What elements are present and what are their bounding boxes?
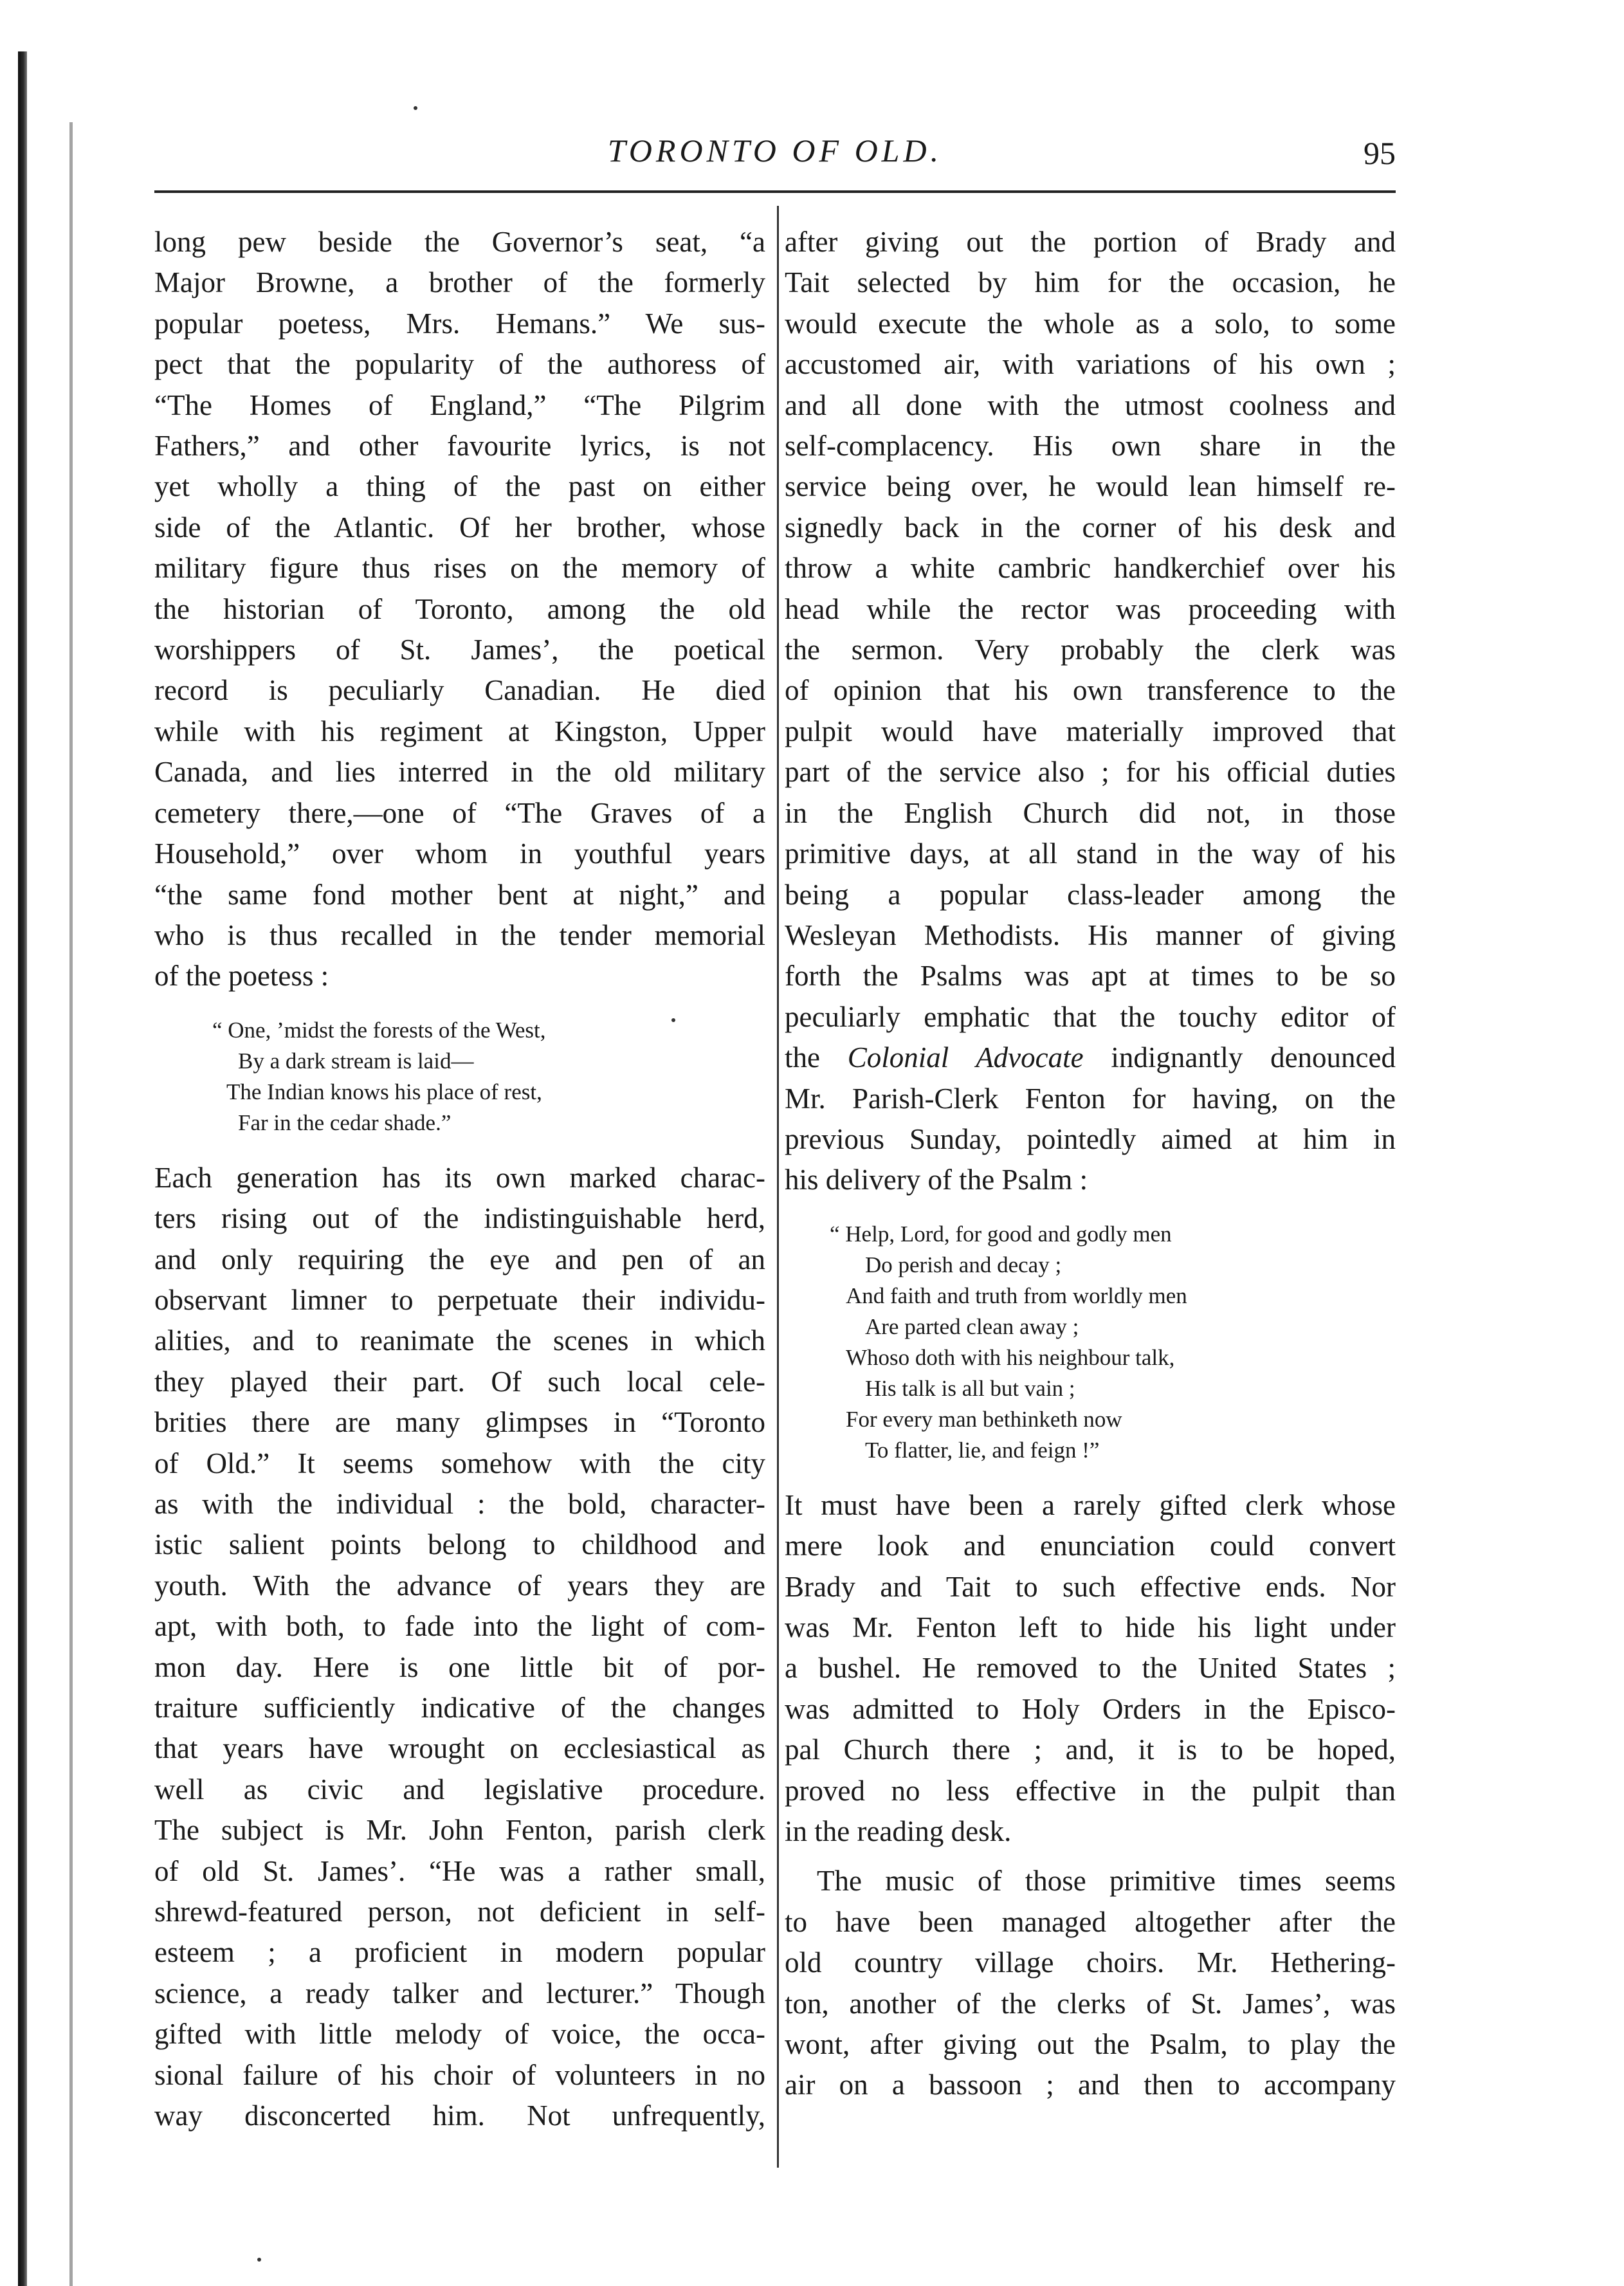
- text-line: side of the Atlantic. Of her brother, whose: [154, 511, 765, 544]
- text-line: cemetery there,—one of “The Graves of a: [154, 796, 765, 829]
- text-line: science, a ready talker and lecturer.” Though: [154, 1977, 765, 2009]
- text-line: was admitted to Holy Orders in the Episco-: [785, 1692, 1396, 1725]
- text-line: The music of those primitive times seems: [817, 1865, 1396, 1897]
- verse-hemans: [154, 1015, 765, 1138]
- text-line: gifted with little melody of voice, the occa-: [154, 2018, 765, 2051]
- text-line: part of the service also ; for his official duties: [785, 756, 1396, 789]
- text-line: pulpit would have materially improved that: [785, 715, 1396, 747]
- text-line: his delivery of the Psalm :: [785, 1164, 1088, 1196]
- verse-line: Are parted clean away ;: [865, 1313, 1079, 1339]
- text-line: mere look and enunciation could convert: [785, 1530, 1396, 1562]
- text-line: to have been managed altogether after the: [785, 1905, 1396, 1938]
- text-line: ters rising out of the indistinguishable herd,: [154, 1202, 765, 1235]
- left-column: [154, 222, 765, 2136]
- text-line: head while the rector was proceeding with: [785, 592, 1396, 625]
- verse-line: “ Help, Lord, for good and godly men: [830, 1221, 1172, 1247]
- verse-line: And faith and truth from worldly men: [846, 1283, 1187, 1308]
- verse-line: Whoso doth with his neighbour talk,: [846, 1344, 1175, 1370]
- text-line: while with his regiment at Kingston, Upper: [154, 715, 765, 747]
- verse-line: By a dark stream is laid—: [238, 1048, 474, 1074]
- text-line: youth. With the advance of years they are: [154, 1569, 765, 1602]
- text-line: traiture sufficiently indicative of the changes: [154, 1692, 765, 1724]
- text-line: ton, another of the clerks of St. James’, was: [785, 1987, 1396, 2020]
- running-title: TORONTO OF OLD.: [607, 133, 943, 169]
- verse-line: Far in the cedar shade.”: [238, 1110, 452, 1135]
- text-line: Wesleyan Methodists. His manner of giving: [785, 919, 1396, 951]
- text-line: “the same fond mother bent at night,” and: [154, 878, 765, 911]
- text-line: It must have been a rarely gifted clerk whose: [785, 1488, 1396, 1521]
- text-line: alities, and to reanimate the scenes in which: [154, 1324, 765, 1357]
- text-line: long pew beside the Governor’s seat, “a: [154, 226, 765, 258]
- text-line: previous Sunday, pointedly aimed at him in: [785, 1122, 1396, 1155]
- verse-line: The Indian knows his place of rest,: [226, 1079, 542, 1104]
- right-paragraph-1: [785, 222, 1396, 1201]
- scan-binding-edge: [18, 51, 27, 2286]
- scan-speck: [257, 2258, 261, 2262]
- text-line: “The Homes of England,” “The Pilgrim: [154, 389, 765, 421]
- newspaper-title: Colonial Advocate: [847, 1041, 1084, 1074]
- text-line: self-complacency. His own share in the: [785, 430, 1396, 462]
- text-line: Household,” over whom in youthful years: [154, 837, 765, 870]
- column-divider: [777, 206, 779, 2168]
- text-line: wont, after giving out the Psalm, to play the: [785, 2028, 1396, 2061]
- text-line: accustomed air, with variations of his own ;: [785, 348, 1396, 381]
- text-line: would execute the whole as a solo, to some: [785, 307, 1396, 340]
- paragraph-gap: [785, 1852, 1396, 1861]
- text-line: who is thus recalled in the tender memorial: [154, 919, 765, 951]
- text-line: Fathers,” and other favourite lyrics, is not: [154, 430, 765, 462]
- text-line: popular poetess, Mrs. Hemans.” We sus-: [154, 307, 765, 340]
- text-line: apt, with both, to fade into the light of com-: [154, 1610, 765, 1643]
- text-line: signedly back in the corner of his desk and: [785, 511, 1396, 544]
- text-line: a bushel. He removed to the United States ;: [785, 1652, 1396, 1685]
- text-line: as with the individual : the bold, character-: [154, 1487, 765, 1520]
- text-line: brities there are many glimpses in “Toronto: [154, 1406, 765, 1439]
- text-line: the historian of Toronto, among the old: [154, 592, 765, 625]
- scan-shadow-line: [69, 122, 73, 2286]
- header-rule: [154, 190, 1396, 193]
- text-line: air on a bassoon ; and then to accompany: [785, 2069, 1396, 2101]
- text-line: sional failure of his choir of volunteers in no: [154, 2058, 765, 2091]
- text-line: well as civic and legislative procedure.: [154, 1773, 765, 1806]
- text-line-colonial-advocate: [785, 1038, 1396, 1078]
- text-line: mon day. Here is one little bit of por-: [154, 1650, 765, 1683]
- page-number: 95: [1364, 135, 1396, 171]
- text-line: Canada, and lies interred in the old military: [154, 756, 765, 789]
- text-line: and only requiring the eye and pen of an: [154, 1243, 765, 1276]
- text-line: and all done with the utmost coolness and: [785, 389, 1396, 421]
- text-line: that years have wrought on ecclesiastical as: [154, 1732, 765, 1765]
- text-line: shrewd-featured person, not deficient in self-: [154, 1896, 765, 1928]
- verse-line: “ One, ’midst the forests of the West,: [212, 1017, 546, 1043]
- text-line: record is peculiarly Canadian. He died: [154, 674, 765, 707]
- text-line: being a popular class-leader among the: [785, 878, 1396, 911]
- right-paragraph-2: [785, 1485, 1396, 1852]
- scan-speck: [414, 106, 417, 110]
- text-line: worshippers of St. James’, the poetical: [154, 634, 765, 666]
- text-run: the: [785, 1041, 848, 1074]
- text-line: The subject is Mr. John Fenton, parish clerk: [154, 1814, 765, 1847]
- text-line: of the poetess :: [154, 960, 329, 992]
- text-line: forth the Psalms was apt at times to be so: [785, 960, 1396, 992]
- verse-line: Do perish and decay ;: [865, 1252, 1062, 1277]
- text-line: was Mr. Fenton left to hide his light under: [785, 1611, 1396, 1643]
- verse-line: To flatter, lie, and feign !”: [865, 1437, 1100, 1463]
- left-paragraph-2: [154, 1158, 765, 2137]
- running-head: [154, 125, 1396, 183]
- text-line: in the English Church did not, in those: [785, 796, 1396, 829]
- text-run: indignantly denounced: [1083, 1041, 1396, 1074]
- text-line: pect that the popularity of the authoress of: [154, 348, 765, 381]
- text-line: service being over, he would lean himself re-: [785, 470, 1396, 503]
- text-line: way disconcerted him. Not unfrequently,: [154, 2099, 765, 2132]
- text-line: old country village choirs. Mr. Hethering-: [785, 1946, 1396, 1979]
- text-line: they played their part. Of such local cele-: [154, 1365, 765, 1398]
- text-line: throw a white cambric handkerchief over his: [785, 552, 1396, 585]
- text-line: military figure thus rises on the memory of: [154, 552, 765, 585]
- text-line: Tait selected by him for the occasion, he: [785, 266, 1396, 299]
- text-line: Each generation has its own marked charac-: [154, 1161, 765, 1194]
- verse-line: For every man bethinketh now: [846, 1406, 1122, 1432]
- text-line: Brady and Tait to such effective ends. Nor: [785, 1570, 1396, 1603]
- text-line: after giving out the portion of Brady and: [785, 226, 1396, 258]
- verse-line: His talk is all but vain ;: [865, 1375, 1075, 1401]
- left-paragraph-1: [154, 222, 765, 997]
- text-line: the sermon. Very probably the clerk was: [785, 634, 1396, 666]
- text-line: Mr. Parish-Clerk Fenton for having, on the: [785, 1082, 1396, 1115]
- right-paragraph-3: [785, 1861, 1396, 2105]
- text-line: yet wholly a thing of the past on either: [154, 470, 765, 503]
- text-line: esteem ; a proficient in modern popular: [154, 1936, 765, 1969]
- text-line: pal Church there ; and, it is to be hoped,: [785, 1733, 1396, 1766]
- text-line: of Old.” It seems somehow with the city: [154, 1447, 765, 1479]
- text-line: Major Browne, a brother of the formerly: [154, 266, 765, 299]
- text-line: proved no less effective in the pulpit than: [785, 1774, 1396, 1807]
- text-line: of opinion that his own transference to the: [785, 674, 1396, 707]
- text-line: primitive days, at all stand in the way of his: [785, 837, 1396, 870]
- text-line: observant limner to perpetuate their individu-: [154, 1283, 765, 1316]
- text-line: in the reading desk.: [785, 1815, 1012, 1847]
- right-column: [785, 222, 1396, 2106]
- text-line: istic salient points belong to childhood and: [154, 1528, 765, 1561]
- text-line: peculiarly emphatic that the touchy editor of: [785, 1000, 1396, 1033]
- verse-psalm: [785, 1219, 1396, 1466]
- text-line: of old St. James’. “He was a rather small,: [154, 1854, 765, 1887]
